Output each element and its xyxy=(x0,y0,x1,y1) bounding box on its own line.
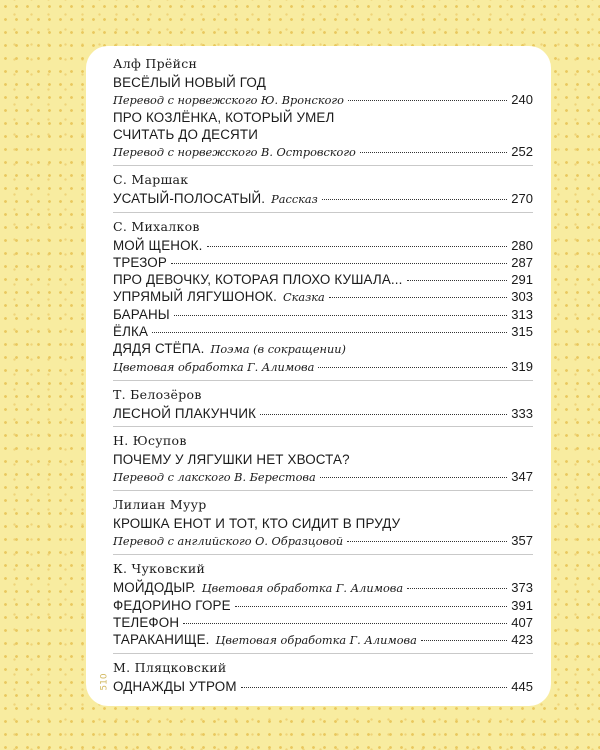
dot-leader xyxy=(329,297,508,298)
dot-leader xyxy=(360,152,507,153)
dot-leader xyxy=(235,606,508,607)
dot-leader xyxy=(320,477,508,478)
page-number-ref: 391 xyxy=(511,598,533,613)
entry-title: ТЕЛЕФОН xyxy=(113,615,180,630)
toc-entry[interactable] xyxy=(113,614,533,631)
page-number-ref: 407 xyxy=(511,615,533,630)
author-name: Т. Белозёров xyxy=(113,387,202,402)
toc-section xyxy=(113,171,533,213)
entry-note: Рассказ xyxy=(271,193,318,206)
toc-entry[interactable] xyxy=(113,405,533,422)
toc-entry[interactable] xyxy=(113,237,533,254)
entry-note: Цветовая обработка Г. Алимова xyxy=(215,634,417,647)
entry-title: ВЕСЁЛЫЙ НОВЫЙ ГОД xyxy=(113,75,266,90)
entry-note: Цветовая обработка Г. Алимова xyxy=(113,361,315,374)
entry-title: ЛЕСНОЙ ПЛАКУНЧИК xyxy=(113,406,257,421)
entry-title: ЁЛКА xyxy=(113,324,149,339)
toc-entry[interactable] xyxy=(113,91,533,109)
toc-section xyxy=(113,560,533,654)
entry-title: СЧИТАТЬ ДО ДЕСЯТИ xyxy=(113,127,258,142)
entry-note: Перевод с норвежского В. Островского xyxy=(113,146,356,159)
dot-leader xyxy=(171,263,507,264)
entry-note: Сказка xyxy=(283,291,325,304)
page-number-ref: 287 xyxy=(511,255,533,270)
dot-leader xyxy=(260,414,507,415)
toc-section xyxy=(113,496,533,555)
entry-note: Перевод с лакского В. Берестова xyxy=(113,471,316,484)
entry-note: Перевод с норвежского Ю. Вронского xyxy=(113,94,344,107)
entry-title: КРОШКА ЕНОТ И ТОТ, КТО СИДИТ В ПРУДУ xyxy=(113,516,401,531)
page-number-ref: 347 xyxy=(511,469,533,484)
page-number-ref: 423 xyxy=(511,632,533,647)
toc-entry[interactable] xyxy=(113,468,533,486)
toc-entry[interactable] xyxy=(113,74,533,91)
page-number-ref: 270 xyxy=(511,191,533,206)
author-name: Алф Прёйсн xyxy=(113,56,198,71)
page-number-ref: 333 xyxy=(511,406,533,421)
dot-leader xyxy=(241,687,508,688)
dot-leader xyxy=(152,332,507,333)
dot-leader xyxy=(348,100,507,101)
toc-entry[interactable] xyxy=(113,631,533,649)
author-name: Лилиан Муур xyxy=(113,497,207,512)
dot-leader xyxy=(421,640,507,641)
entry-note: Поэма (в сокращении) xyxy=(210,343,346,356)
toc-entry[interactable] xyxy=(113,126,533,143)
toc-entry[interactable] xyxy=(113,288,533,306)
entry-title: УПРЯМЫЙ ЛЯГУШОНОК. xyxy=(113,289,278,304)
author-name: М. Пляцковский xyxy=(113,660,227,675)
dot-leader xyxy=(318,367,507,368)
dot-leader xyxy=(407,588,507,589)
author-name: С. Маршак xyxy=(113,172,189,187)
toc-section xyxy=(113,432,533,491)
page-number-ref: 280 xyxy=(511,238,533,253)
toc-section xyxy=(113,218,533,381)
toc-section xyxy=(113,659,533,699)
toc-entry[interactable] xyxy=(113,190,533,208)
page-number-ref: 319 xyxy=(511,359,533,374)
page-number-ref: 240 xyxy=(511,92,533,107)
page-number-ref: 445 xyxy=(511,679,533,694)
dot-leader xyxy=(322,199,507,200)
author-name: Н. Юсупов xyxy=(113,433,187,448)
entry-title: ТАРАКАНИЩЕ. xyxy=(113,632,210,647)
entry-note: Перевод с английского О. Образцовой xyxy=(113,535,344,548)
entry-title: МОЙДОДЫР. xyxy=(113,580,196,595)
dot-leader xyxy=(174,315,507,316)
page-number-ref: 357 xyxy=(511,533,533,548)
page-number-ref: 291 xyxy=(511,272,533,287)
table-of-contents xyxy=(113,55,533,704)
entry-title-line: ПРО КОЗЛЁНКА, КОТОРЫЙ УМЕЛ xyxy=(113,110,335,125)
entry-title: ТРЕЗОР xyxy=(113,255,167,270)
entry-title: МОЙ ЩЕНОК. xyxy=(113,238,203,253)
toc-section xyxy=(113,55,533,166)
toc-entry[interactable] xyxy=(113,597,533,614)
entry-note: Цветовая обработка Г. Алимова xyxy=(201,582,404,595)
dot-leader xyxy=(207,246,508,247)
page-number-ref: 303 xyxy=(511,289,533,304)
toc-entry[interactable] xyxy=(113,306,533,323)
entry-title: ФЕДОРИНО ГОРЕ xyxy=(113,598,231,613)
dot-leader xyxy=(347,541,507,542)
toc-entry[interactable] xyxy=(113,579,533,597)
toc-entry[interactable] xyxy=(113,323,533,340)
page-number: 510 xyxy=(99,673,110,691)
toc-entry[interactable] xyxy=(113,451,533,468)
toc-entry[interactable] xyxy=(113,271,533,288)
page-number-ref: 373 xyxy=(511,580,533,595)
entry-title: ПОЧЕМУ У ЛЯГУШКИ НЕТ ХВОСТА? xyxy=(113,452,350,467)
toc-entry[interactable] xyxy=(113,143,533,161)
dot-leader xyxy=(407,280,508,281)
toc-entry[interactable] xyxy=(113,678,533,695)
entry-title: УСАТЫЙ-ПОЛОСАТЫЙ. xyxy=(113,191,266,206)
page-number-ref: 313 xyxy=(511,307,533,322)
toc-entry[interactable] xyxy=(113,532,533,550)
toc-entry[interactable] xyxy=(113,254,533,271)
entry-title: ДЯДЯ СТЁПА. xyxy=(113,341,205,356)
toc-entry[interactable] xyxy=(113,340,533,358)
page-number-ref: 315 xyxy=(511,324,533,339)
toc-entry[interactable] xyxy=(113,515,533,532)
entry-title: ОДНАЖДЫ УТРОМ xyxy=(113,679,237,694)
page-number-ref: 252 xyxy=(511,144,533,159)
dot-leader xyxy=(183,623,507,624)
author-name: К. Чуковский xyxy=(113,561,206,576)
entry-title: БАРАНЫ xyxy=(113,307,170,322)
toc-entry[interactable] xyxy=(113,358,533,376)
author-name: С. Михалков xyxy=(113,219,200,234)
entry-title: ПРО ДЕВОЧКУ, КОТОРАЯ ПЛОХО КУШАЛА... xyxy=(113,272,403,287)
toc-section xyxy=(113,386,533,427)
